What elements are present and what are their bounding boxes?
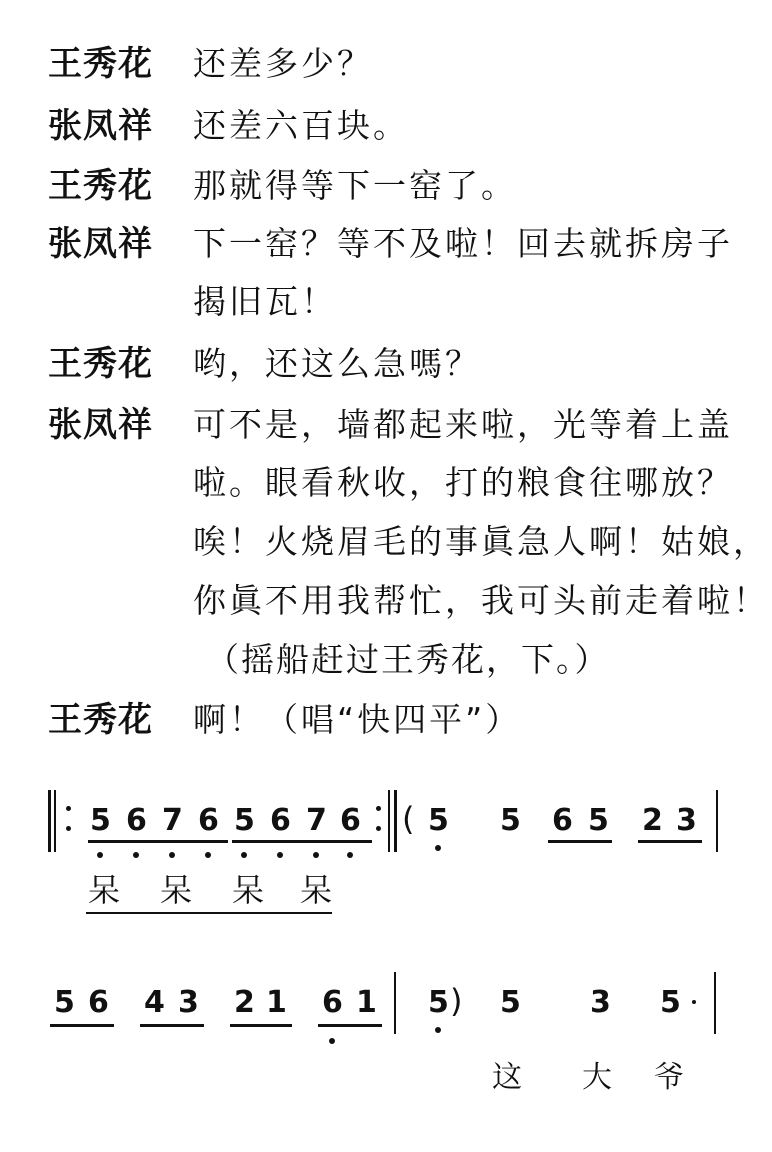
note: 5 [90, 803, 111, 838]
speaker-name: 张凤祥 [48, 224, 153, 264]
note: 5 [660, 985, 681, 1020]
beam-underline [232, 840, 372, 843]
barline [394, 790, 397, 852]
note: 5 [54, 985, 75, 1020]
barline [48, 790, 51, 852]
open-paren: ( [402, 800, 415, 838]
dialogue-continuation: 揭旧瓦！ [193, 282, 337, 321]
repeat-dot [376, 806, 381, 811]
note: 1 [266, 985, 287, 1020]
note: 6 [340, 803, 361, 838]
note: 6 [322, 985, 343, 1020]
close-paren: ) [450, 982, 463, 1020]
beam-underline [88, 840, 228, 843]
barline [394, 972, 396, 1034]
note: 4 [144, 985, 165, 1020]
octave-dot [97, 852, 103, 858]
lyric: 呆 [160, 871, 193, 909]
speaker-name: 张凤祥 [48, 106, 153, 146]
note: 5 [428, 803, 449, 838]
lyric: 大 [582, 1060, 612, 1095]
octave-dot [133, 852, 139, 858]
note: 7 [306, 803, 327, 838]
speaker-name: 王秀花 [48, 166, 153, 206]
note: 5 [234, 803, 255, 838]
dialogue-line: 啊！（唱“快四平”） [193, 700, 522, 739]
beam-underline [50, 1024, 114, 1027]
lyric: 爷 [654, 1060, 684, 1095]
lyric-underline [86, 912, 332, 914]
barline [716, 790, 718, 852]
note: 6 [198, 803, 219, 838]
octave-dot [313, 852, 319, 858]
dialogue-line: 还差多少？ [193, 44, 373, 83]
speaker-name: 王秀花 [48, 344, 153, 384]
octave-dot [205, 852, 211, 858]
dialogue-continuation: 唉！火烧眉毛的事眞急人啊！姑娘， [193, 522, 769, 561]
dialogue-continuation: 啦。眼看秋收，打的粮食往哪放？ [193, 463, 733, 502]
speaker-name: 王秀花 [48, 700, 153, 740]
note: 6 [270, 803, 291, 838]
barline [388, 790, 390, 852]
lyric: 呆 [232, 871, 265, 909]
note: 1 [356, 985, 377, 1020]
note: 6 [88, 985, 109, 1020]
lyric: 呆 [88, 871, 121, 909]
lyric: 呆 [300, 871, 333, 909]
beam-underline [638, 840, 702, 843]
note: 3 [590, 985, 611, 1020]
beam-underline [230, 1024, 292, 1027]
speaker-name: 王秀花 [48, 44, 153, 84]
dialogue-line: 那就得等下一窑了。 [193, 166, 517, 205]
note: 2 [234, 985, 255, 1020]
dialogue-continuation: 你眞不用我帮忙，我可头前走着啦！ [193, 581, 769, 620]
octave-dot [347, 852, 353, 858]
octave-dot [169, 852, 175, 858]
dialogue-line: 可不是，墙都起来啦，光等着上盖 [193, 405, 733, 444]
note: 7 [162, 803, 183, 838]
beam-underline [548, 840, 612, 843]
note: 5 [588, 803, 609, 838]
octave-dot [329, 1038, 335, 1044]
note: 5 [500, 985, 521, 1020]
beam-underline [140, 1024, 204, 1027]
note: 5 [428, 985, 449, 1020]
barline [714, 972, 716, 1034]
speaker-name: 张凤祥 [48, 405, 153, 445]
note: 3 [676, 803, 697, 838]
dialogue-line: 还差六百块。 [193, 106, 409, 145]
octave-dot [241, 852, 247, 858]
dot-mark [692, 1000, 696, 1004]
note: 6 [126, 803, 147, 838]
octave-dot [435, 845, 441, 851]
repeat-dot [66, 826, 71, 831]
stage-direction: （摇船赶过王秀花，下。） [206, 640, 610, 679]
repeat-dot [66, 806, 71, 811]
lyric: 这 [492, 1060, 522, 1095]
octave-dot [435, 1027, 441, 1033]
dialogue-line: 下一窑？等不及啦！回去就拆房子 [193, 224, 733, 263]
octave-dot [277, 852, 283, 858]
note: 3 [178, 985, 199, 1020]
repeat-dot [376, 826, 381, 831]
note: 2 [642, 803, 663, 838]
barline [54, 790, 56, 852]
dialogue-line: 哟，还这么急嗎？ [193, 344, 481, 383]
beam-underline [318, 1024, 382, 1027]
note: 6 [552, 803, 573, 838]
note: 5 [500, 803, 521, 838]
